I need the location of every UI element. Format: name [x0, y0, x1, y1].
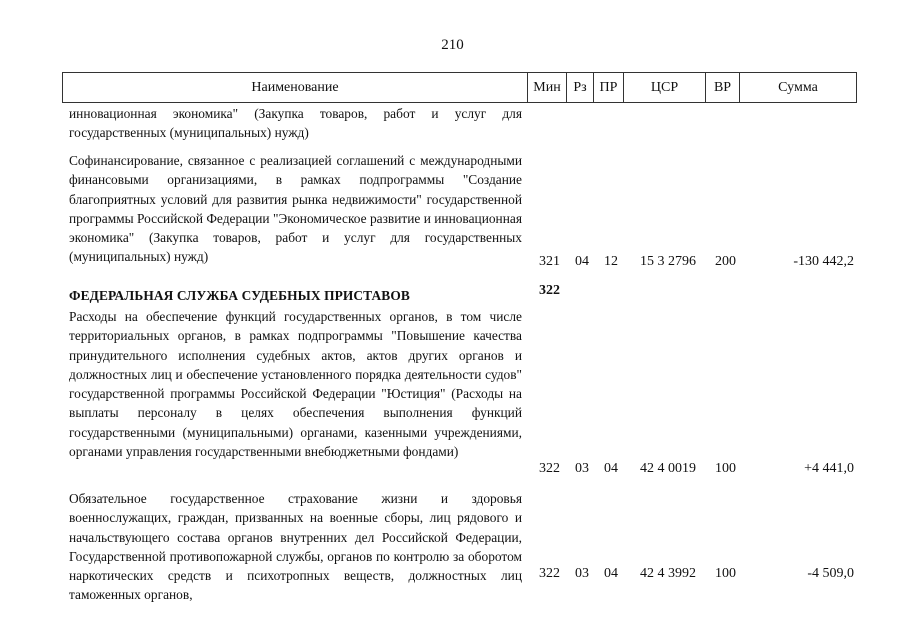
row-3-sum: +4 441,0 — [804, 461, 854, 476]
page-number: 210 — [441, 37, 464, 53]
row-4-min: 322 — [539, 566, 560, 581]
header-sum: Сумма — [740, 73, 857, 103]
row-text-insurance: Обязательное государственное страхование жизни и здоровья военнослужащих, граждан, призванных на военные сборы, лиц рядового и начальствующего состава органов внутренних дел Российской Федерации, Государственной противопожарной службы, органов по контролю за оборотом наркотических средств и психотропных веществ, должностных лиц таможенных органов, — [69, 491, 522, 603]
row-text-functions: Расходы на обеспечение функций государственных органов, в том числе территориальных органов, в рамках подпрограммы "Повышение качества принудительного исполнения судебных актов, актов других органов и должностных лиц и обеспечение установленного порядка деятельности судов" государственной программы Российской Федерации "Юстиция" (Расходы на выплаты персоналу в целях обеспечения выполнения функций государственными (муниципальными) органами, казенными учреждениями, органами управления государственными внебюджетными фондами) — [69, 309, 522, 460]
row-3-vr: 100 — [715, 461, 736, 476]
header-rz: Рз — [567, 73, 594, 103]
row-1-min: 321 — [539, 254, 560, 269]
table-header — [62, 72, 857, 103]
row-text-continuation: инновационная экономика" (Закупка товаров, работ и услуг для государственных (муниципальных) нужд) — [69, 106, 522, 141]
row-text-cofinancing: Софинансирование, связанное с реализацией соглашений с международными финансовыми организациями, в рамках подпрограммы "Создание благоприятных условий для развития рынка недвижимости" государственной программы Российской Федерации "Экономическое развитие и инновационная экономика" (Закупка товаров, работ и услуг для государственных (муниципальных) нужд) — [69, 153, 522, 265]
row-4-rz: 03 — [575, 566, 589, 581]
row-1-rz: 04 — [575, 254, 589, 269]
row-3-pr: 04 — [604, 461, 618, 476]
row-4-pr: 04 — [604, 566, 618, 581]
row-2-min: 322 — [539, 283, 560, 298]
row-4-csr: 42 4 3992 — [640, 566, 696, 581]
header-min: Мин — [528, 73, 567, 103]
row-3-csr: 42 4 0019 — [640, 461, 696, 476]
row-4-sum: -4 509,0 — [807, 566, 854, 581]
row-3-min: 322 — [539, 461, 560, 476]
row-1-vr: 200 — [715, 254, 736, 269]
header-vr: ВР — [706, 73, 740, 103]
header-name: Наименование — [63, 73, 528, 103]
row-1-pr: 12 — [604, 254, 618, 269]
row-1-csr: 15 3 2796 — [640, 254, 696, 269]
row-3-rz: 03 — [575, 461, 589, 476]
row-1-sum: -130 442,2 — [793, 254, 854, 269]
header-pr: ПР — [594, 73, 624, 103]
row-4-vr: 100 — [715, 566, 736, 581]
header-csr: ЦСР — [624, 73, 706, 103]
ministry-heading: ФЕДЕРАЛЬНАЯ СЛУЖБА СУДЕБНЫХ ПРИСТАВОВ — [69, 288, 410, 303]
